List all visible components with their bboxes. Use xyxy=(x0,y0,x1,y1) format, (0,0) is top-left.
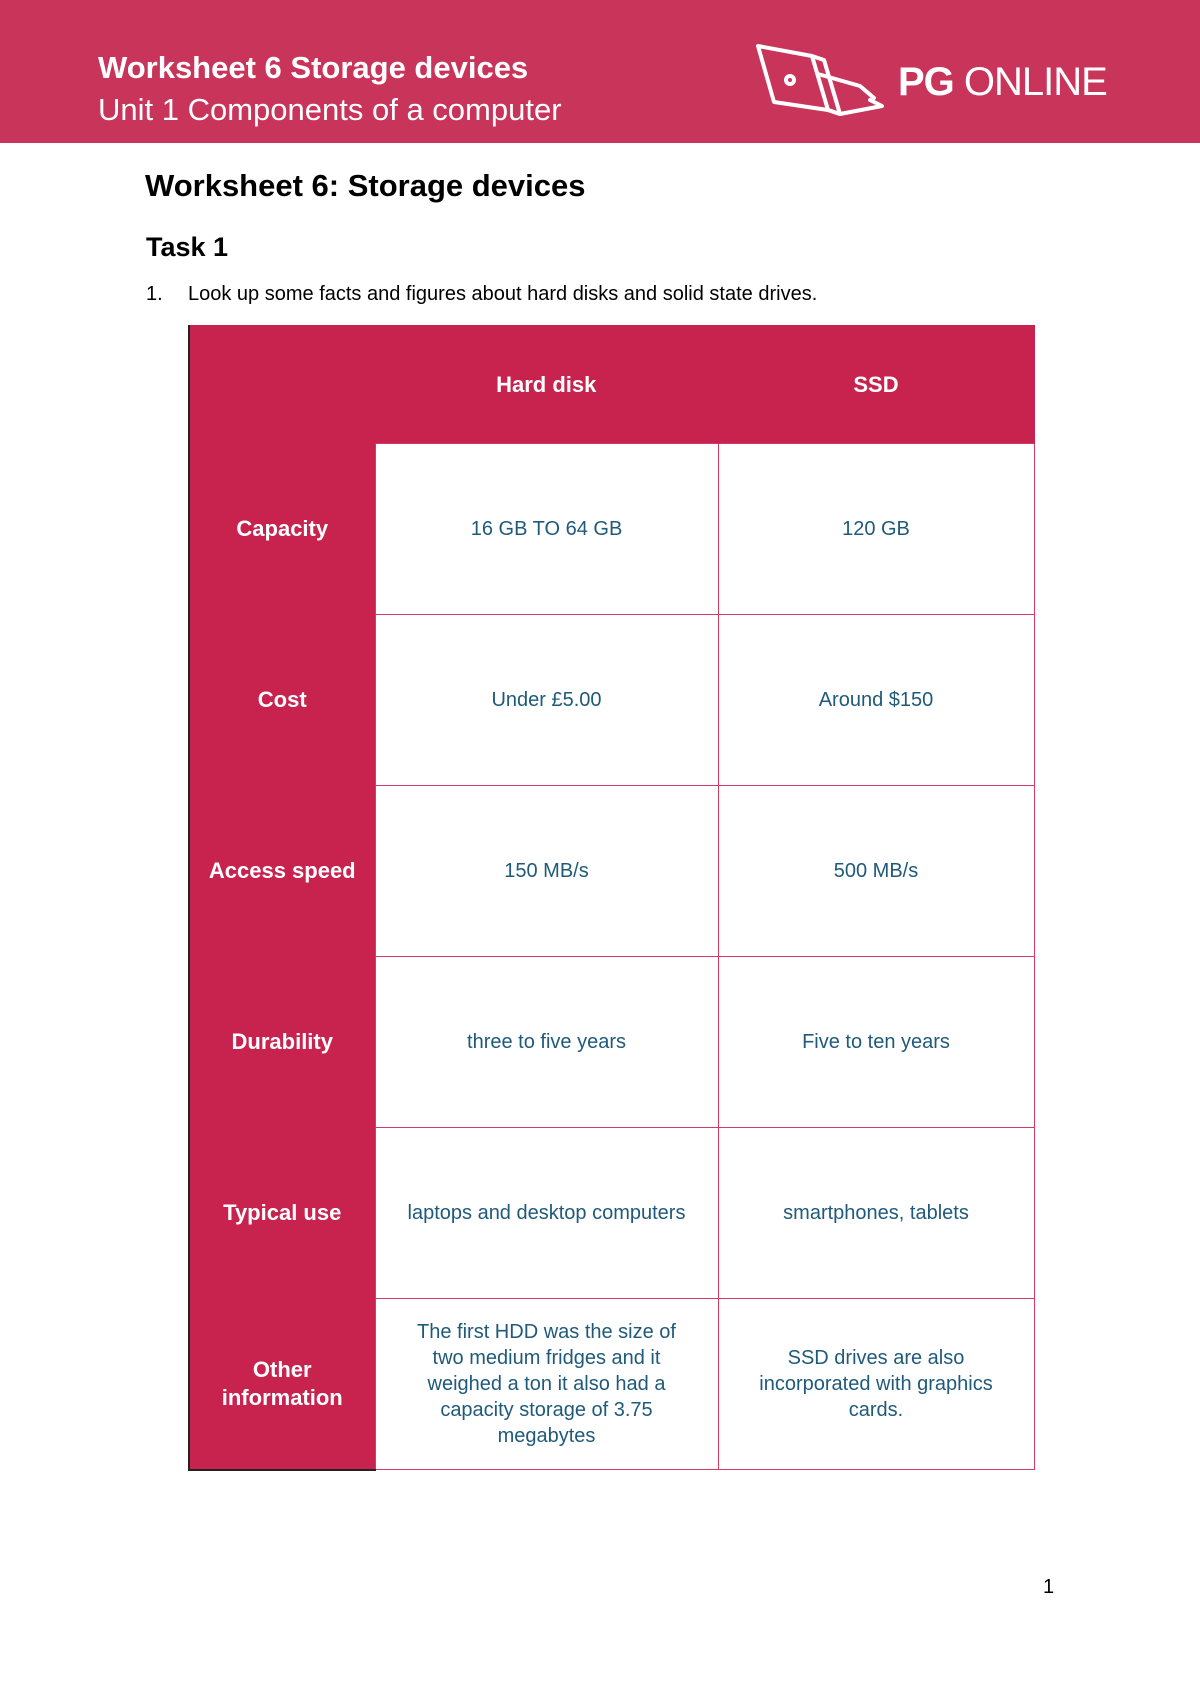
question-1 xyxy=(146,283,817,306)
page-number: 1 xyxy=(1043,1576,1055,1598)
row-header-typical-use: Typical use xyxy=(189,1128,375,1299)
column-header-hard-disk: Hard disk xyxy=(375,326,718,444)
table-row xyxy=(189,1299,1034,1470)
cell-ssd-other-information: SSD drives are also incorporated with graphics cards. xyxy=(718,1299,1034,1470)
row-header-access-speed: Access speed xyxy=(189,786,375,957)
brand-logo-text xyxy=(898,60,1107,105)
row-header-other-information: Other information xyxy=(189,1299,375,1470)
page-header xyxy=(0,0,1200,143)
table-row xyxy=(189,1128,1034,1299)
table-row xyxy=(189,786,1034,957)
table-header-row xyxy=(189,326,1034,444)
cell-hard-disk-other-information: The first HDD was the size of two medium fridges and it weighed a ton it also had a capacity storage of 3.75 megabytes xyxy=(375,1299,718,1470)
table-row xyxy=(189,444,1034,615)
table-corner-cell xyxy=(189,326,375,444)
cell-ssd-cost: Around $150 xyxy=(718,615,1034,786)
task-heading: Task 1 xyxy=(146,232,229,262)
cell-ssd-access-speed: 500 MB/s xyxy=(718,786,1034,957)
cell-ssd-durability: Five to ten years xyxy=(718,957,1034,1128)
laptop-logo-icon xyxy=(752,40,892,130)
column-header-ssd: SSD xyxy=(718,326,1034,444)
cell-hard-disk-cost: Under £5.00 xyxy=(375,615,718,786)
table-row xyxy=(189,615,1034,786)
row-header-durability: Durability xyxy=(189,957,375,1128)
cell-ssd-typical-use: smartphones, tablets xyxy=(718,1128,1034,1299)
document-title: Worksheet 6: Storage devices xyxy=(145,168,586,203)
brand-logo-bold: PG xyxy=(898,60,954,104)
question-text: Look up some facts and figures about hard disks and solid state drives. xyxy=(188,283,818,305)
table-row xyxy=(189,957,1034,1128)
row-header-cost: Cost xyxy=(189,615,375,786)
header-subtitle: Unit 1 Components of a computer xyxy=(98,92,562,127)
cell-hard-disk-capacity: 16 GB TO 64 GB xyxy=(375,444,718,615)
brand-logo-rest: ONLINE xyxy=(953,60,1107,104)
comparison-table xyxy=(188,325,1035,1471)
cell-hard-disk-access-speed: 150 MB/s xyxy=(375,786,718,957)
cell-ssd-capacity: 120 GB xyxy=(718,444,1034,615)
header-title: Worksheet 6 Storage devices xyxy=(98,50,529,85)
question-number: 1. xyxy=(146,283,163,305)
row-header-capacity: Capacity xyxy=(189,444,375,615)
cell-hard-disk-durability: three to five years xyxy=(375,957,718,1128)
cell-hard-disk-typical-use: laptops and desktop computers xyxy=(375,1128,718,1299)
